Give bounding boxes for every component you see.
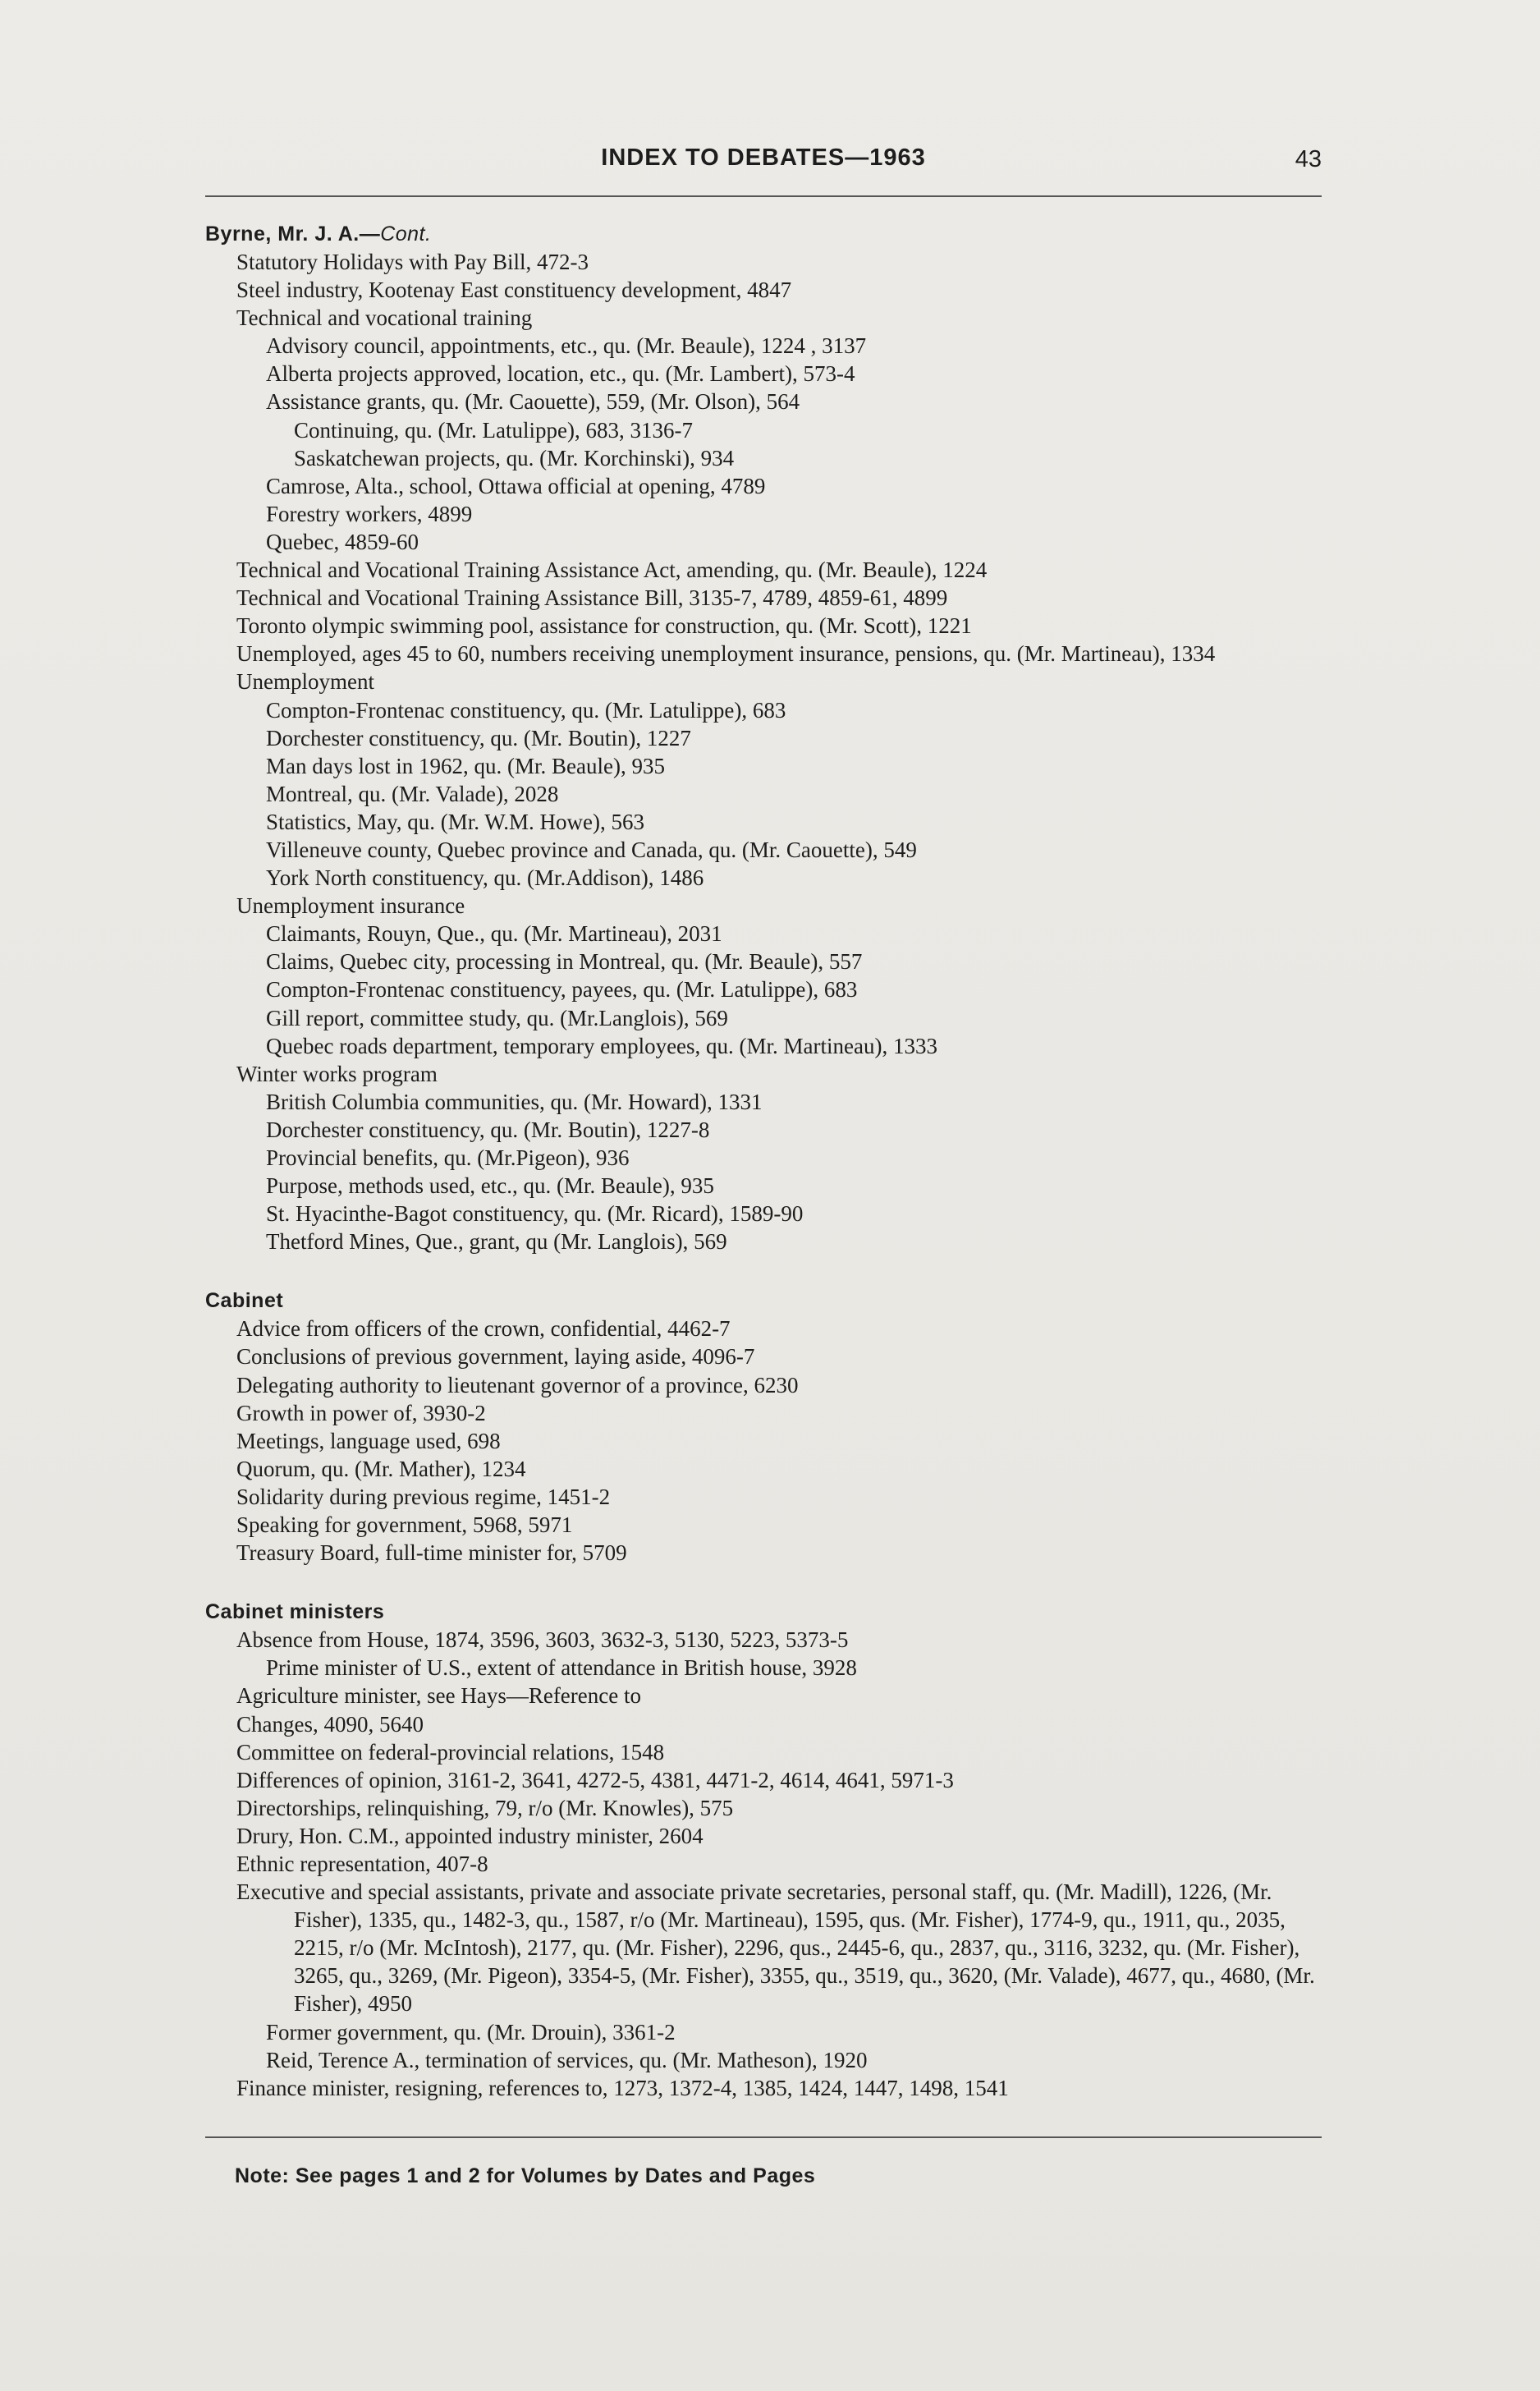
- index-entry: Drury, Hon. C.M., appointed industry minister, 2604: [236, 1823, 704, 1848]
- index-entry: Directorships, relinquishing, 79, r/o (Mr. Knowles), 575: [236, 1795, 734, 1820]
- footer-rule: [205, 2136, 1322, 2138]
- index-entry: Alberta projects approved, location, etc., qu. (Mr. Lambert), 573-4: [266, 361, 855, 387]
- index-entry: British Columbia communities, qu. (Mr. Howard), 1331: [266, 1089, 763, 1114]
- index-entry: Dorchester constituency, qu. (Mr. Boutin), 1227-8: [266, 1117, 710, 1142]
- index-entry: Quebec, 4859-60: [266, 529, 419, 554]
- index-entry: Dorchester constituency, qu. (Mr. Boutin), 1227: [266, 725, 691, 750]
- index-entry: Statutory Holidays with Pay Bill, 472-3: [236, 250, 589, 274]
- index-entry: Quorum, qu. (Mr. Mather), 1234: [236, 1456, 526, 1481]
- index-entry: Agriculture minister, see Hays—Reference to: [236, 1683, 641, 1709]
- heading-text: Cabinet ministers: [205, 1600, 385, 1624]
- index-entry: Saskatchewan projects, qu. (Mr. Korchinski), 934: [294, 445, 735, 470]
- index-entry: Changes, 4090, 5640: [236, 1711, 424, 1737]
- index-entry: Unemployment insurance: [236, 893, 465, 919]
- index-entry: Gill report, committee study, qu. (Mr.Langlois), 569: [266, 1005, 728, 1030]
- index-entry: Growth in power of, 3930-2: [236, 1400, 486, 1425]
- index-entry: Treasury Board, full-time minister for, 5709: [236, 1540, 627, 1566]
- heading-text: Byrne, Mr. J. A.—: [205, 223, 381, 246]
- heading-continued: Cont.: [380, 223, 432, 246]
- index-entry: Former government, qu. (Mr. Drouin), 3361-2: [266, 2019, 676, 2045]
- index-entry: Unemployed, ages 45 to 60, numbers receiving unemployment insurance, pensions, qu. (Mr. Martineau), 1334: [236, 641, 1216, 667]
- index-entry: Delegating authority to lieutenant governor of a province, 6230: [236, 1372, 799, 1397]
- index-entry: Montreal, qu. (Mr. Valade), 2028: [266, 781, 559, 806]
- index-entry: Thetford Mines, Que., grant, qu (Mr. Langlois), 569: [266, 1229, 727, 1255]
- index-entry: Advisory council, appointments, etc., qu. (Mr. Beaule), 1224 , 3137: [266, 333, 867, 359]
- running-title: INDEX TO DEBATES—1963: [601, 145, 926, 171]
- index-heading: [205, 1598, 1338, 1626]
- index-entry: Toronto olympic swimming pool, assistance for construction, qu. (Mr. Scott), 1221: [236, 613, 972, 639]
- index-entry: Conclusions of previous government, laying aside, 4096-7: [236, 1344, 755, 1370]
- index-entry: Claims, Quebec city, processing in Montreal, qu. (Mr. Beaule), 557: [266, 949, 863, 975]
- index-entry: Assistance grants, qu. (Mr. Caouette), 559, (Mr. Olson), 564: [266, 389, 800, 415]
- index-entry: Prime minister of U.S., extent of attendance in British house, 3928: [266, 1655, 857, 1681]
- index-entry: Villeneuve county, Quebec province and Canada, qu. (Mr. Caouette), 549: [266, 837, 917, 862]
- index-entry: St. Hyacinthe-Bagot constituency, qu. (Mr. Ricard), 1589-90: [266, 1201, 804, 1227]
- index-entry: Compton-Frontenac constituency, qu. (Mr. Latulippe), 683: [266, 697, 786, 723]
- index-entry: Committee on federal-provincial relations, 1548: [236, 1739, 665, 1765]
- index-entry: Camrose, Alta., school, Ottawa official at opening, 4789: [266, 473, 766, 498]
- index-heading: [205, 220, 1338, 248]
- page-header: [205, 145, 1322, 186]
- header-rule: [205, 195, 1322, 197]
- index-entry: Provincial benefits, qu. (Mr.Pigeon), 936: [266, 1145, 630, 1170]
- index-entry: Statistics, May, qu. (Mr. W.M. Howe), 563: [266, 809, 644, 834]
- index-entry: Claimants, Rouyn, Que., qu. (Mr. Martineau), 2031: [266, 921, 722, 947]
- index-entry: Advice from officers of the crown, confidential, 4462-7: [236, 1316, 731, 1342]
- index-entry: Meetings, language used, 698: [236, 1428, 501, 1453]
- index-entry: Finance minister, resigning, references to, 1273, 1372-4, 1385, 1424, 1447, 1498, 1541: [236, 2075, 1009, 2100]
- index-entry: Quebec roads department, temporary employees, qu. (Mr. Martineau), 1333: [266, 1033, 937, 1058]
- index-entry: Man days lost in 1962, qu. (Mr. Beaule), 935: [266, 753, 665, 778]
- index-entry: Technical and Vocational Training Assistance Bill, 3135-7, 4789, 4859-61, 4899: [236, 585, 948, 611]
- index-entry: Absence from House, 1874, 3596, 3603, 3632-3, 5130, 5223, 5373-5: [236, 1627, 849, 1653]
- index-entry: Winter works program: [236, 1061, 438, 1086]
- index-entry: Continuing, qu. (Mr. Latulippe), 683, 3136-7: [294, 417, 693, 443]
- page-number: 43: [1295, 146, 1322, 172]
- index-entry: Purpose, methods used, etc., qu. (Mr. Beaule), 935: [266, 1173, 714, 1199]
- index-entry: Technical and Vocational Training Assistance Act, amending, qu. (Mr. Beaule), 1224: [236, 558, 988, 583]
- index-entry: Steel industry, Kootenay East constituency development, 4847: [236, 278, 792, 303]
- index-entry: Forestry workers, 4899: [266, 501, 473, 526]
- index-entry: Reid, Terence A., termination of services, qu. (Mr. Matheson), 1920: [266, 2047, 868, 2072]
- heading-text: Cabinet: [205, 1289, 284, 1313]
- footer-note: Note: See pages 1 and 2 for Volumes by Dates and Pages: [235, 2164, 816, 2187]
- index-entry: Solidarity during previous regime, 1451-2: [236, 1484, 611, 1509]
- index-content: [205, 220, 1338, 2102]
- index-entry: Technical and vocational training: [236, 305, 533, 331]
- index-heading: [205, 1287, 1338, 1315]
- index-entry: Executive and special assistants, private and associate private secretaries, personal staff, qu. (Mr. Madill), 1226, (Mr. Fisher), 1335, qu., 1482-3, qu., 1587, r/o (Mr. Martineau), 1595, qus. (Mr. Fisher), 1774-9, qu., 1911, qu., 2035, 2215, r/o (Mr. McIntosh), 2177, qu. (Mr. Fisher), 2296, qus., 2445-6, qu., 2837, qu., 3116, 3232, qu. (Mr. Fisher), 3265, qu., 3269, (Mr. Pigeon), 3354-5, (Mr. Fisher), 3355, qu., 3519, qu., 3620, (Mr. Valade), 4677, qu., 4680, (Mr. Fisher), 4950: [236, 1879, 1315, 2017]
- index-entry: Unemployment: [236, 669, 374, 695]
- index-entry: Differences of opinion, 3161-2, 3641, 4272-5, 4381, 4471-2, 4614, 4641, 5971-3: [236, 1767, 954, 1792]
- index-entry: Ethnic representation, 407-8: [236, 1851, 488, 1876]
- index-entry: Compton-Frontenac constituency, payees, qu. (Mr. Latulippe), 683: [266, 977, 858, 1003]
- index-entry: Speaking for government, 5968, 5971: [236, 1512, 573, 1538]
- index-entry: York North constituency, qu. (Mr.Addison), 1486: [266, 865, 704, 891]
